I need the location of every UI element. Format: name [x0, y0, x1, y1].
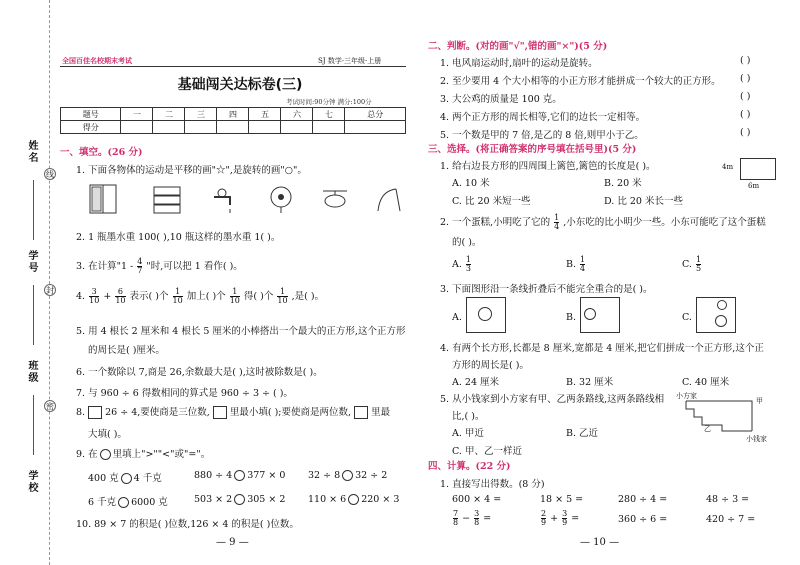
map-home-b: 小钱家	[746, 435, 767, 443]
c4-text-b: 方形的周长是( )。	[452, 360, 529, 371]
den: 10	[277, 296, 288, 305]
calc-item: 360 ÷ 6 =	[618, 514, 668, 525]
c2-fraction	[554, 214, 559, 231]
faucet-pic	[210, 183, 240, 215]
section-4-title: 四、计算。(22 分)	[428, 461, 511, 472]
header-rule	[60, 66, 406, 67]
c1-option-d[interactable]: D. 比 20 米长一些	[604, 196, 683, 207]
compare-right: 377 × 0	[247, 470, 286, 481]
c1-option-c[interactable]: C. 比 20 米短一些	[452, 196, 531, 207]
page-number-left: — 9 —	[216, 537, 249, 548]
num: 2	[541, 509, 547, 518]
option-letter: A.	[452, 259, 462, 270]
compare-row	[308, 470, 387, 481]
c1-rectangle	[740, 158, 776, 180]
score-header: 六	[281, 108, 313, 121]
calc-item: 18 × 5 =	[540, 494, 584, 505]
q8-number: 8.	[76, 407, 86, 418]
judge-paren[interactable]: ( )	[740, 73, 751, 84]
c5-text-a: 5. 从小钱家到小方家有甲、乙两条路线,这两条路线相	[440, 394, 665, 405]
score-header: 题号	[61, 108, 121, 121]
window-pic	[88, 183, 118, 215]
calc-item: 600 × 4 =	[452, 494, 502, 505]
c5-option-a[interactable]: A. 甲近	[452, 428, 484, 439]
num: 4	[137, 257, 143, 266]
score-cell[interactable]	[249, 121, 281, 134]
score-header-row	[61, 108, 406, 121]
c1-height-label: 4m	[722, 163, 734, 171]
exam-info: 考试时间:90分钟 满分:100分	[286, 98, 372, 106]
score-header: 二	[153, 108, 185, 121]
compare-right: 305 × 2	[247, 494, 286, 505]
compare-row	[194, 470, 285, 481]
name-line	[33, 180, 34, 240]
den: 8	[474, 518, 480, 527]
num: 1	[230, 288, 240, 297]
c1-text: 1. 给右边長方形的四周围上篱笆,篱笆的长度是( )。	[440, 161, 656, 172]
c3-shape-c[interactable]	[696, 297, 736, 333]
q4-frac	[173, 288, 183, 305]
compare-left: 110 × 6	[308, 494, 347, 505]
name-label: 姓名	[26, 140, 37, 164]
q8-text-b: 大填( )。	[88, 429, 127, 440]
c5-option-b[interactable]: B. 乙近	[566, 428, 599, 439]
c5-text-b: 比,( )。	[452, 411, 485, 422]
compare-right: 6000 克	[131, 497, 168, 508]
score-header: 七	[313, 108, 345, 121]
q8-text	[76, 404, 390, 419]
id-line	[33, 285, 34, 345]
den: 10	[89, 296, 100, 305]
c2-part: 2. 一个蛋糕,小明吃了它的	[440, 217, 551, 228]
c4-option-a[interactable]: A. 24 厘米	[452, 377, 500, 388]
judge-5: 5. 一个数是甲的 7 倍,是乙的 8 倍,则甲小于乙。	[440, 130, 644, 141]
score-header: 一	[121, 108, 153, 121]
c3-shape-a[interactable]	[466, 297, 506, 333]
q1-text: 1. 下面各物体的运动是平移的画"☆",是旋转的画"○"。	[76, 165, 307, 176]
den: 4	[554, 222, 560, 231]
num: 1	[554, 213, 560, 222]
compare-left: 32 ÷ 8	[308, 470, 341, 481]
score-cell[interactable]	[121, 121, 153, 134]
c1-option-a[interactable]: A. 10 米	[452, 178, 490, 189]
option-letter: B.	[566, 259, 577, 270]
brand-label: 全国百佳名校期末考试	[62, 56, 132, 65]
q7-text: 7. 与 960 ÷ 6 得数相同的算式是 960 ÷ 3 ÷ ( )。	[76, 388, 293, 399]
score-row-label: 得分	[61, 121, 121, 134]
q4-text	[76, 288, 324, 305]
q8-part: 里最小填( );要使商是两位数,	[229, 407, 352, 418]
option-letter: C.	[682, 259, 692, 270]
q4-text-part: 表示( )个	[129, 291, 169, 302]
num: 1	[277, 288, 287, 297]
num: 1	[173, 288, 183, 297]
q5-text-a: 5. 用 4 根长 2 厘米和 4 根长 5 厘米的小棒搭出一个最大的正方形,这个正方形	[76, 326, 406, 337]
page-title: 基础闯关达标卷(三)	[177, 77, 303, 93]
c3-text: 3. 下面图形沿一条线折叠后不能完全重合的是( )。	[440, 284, 653, 295]
den: 5	[695, 264, 702, 273]
compare-row	[308, 494, 399, 505]
seal-feng: 封	[46, 286, 54, 295]
frac	[541, 510, 546, 527]
c3-option-b-label[interactable]: B.	[566, 312, 577, 323]
q3-text	[76, 258, 243, 275]
score-cell[interactable]	[185, 121, 217, 134]
q6-text: 6. 一个数除以 7,商是 26,余数最大是( ),这时被除数是( )。	[76, 367, 323, 378]
score-header: 五	[249, 108, 281, 121]
c2-text	[440, 214, 766, 231]
compare-left: 400 克	[88, 473, 119, 484]
c2-part: ,小东吃的比小明少一些。小东可能吃了这个蛋糕	[563, 217, 766, 228]
c3-option-c-label[interactable]: C.	[682, 312, 692, 323]
compare-row	[88, 494, 168, 508]
num: 3	[89, 288, 99, 297]
q4-text-part: ,是( )。	[291, 291, 325, 302]
c2-option-c[interactable]	[682, 256, 702, 273]
q4-text-part: 加上( )个	[186, 291, 226, 302]
calc-item: 48 ÷ 3 =	[706, 494, 750, 505]
num: 3	[474, 509, 480, 518]
judge-1: 1. 电风扇运动时,扇叶的运动是旋转。	[440, 58, 598, 69]
helicopter-pic	[320, 183, 350, 215]
c4-text-a: 4. 有两个长方形,长都是 8 厘米,宽都是 4 厘米,把它们拼成一个正方形,这个正	[440, 343, 764, 354]
judge-4: 4. 两个正方形的周长相等,它们的边长一定相等。	[440, 112, 646, 123]
student-id-label: 学号	[26, 250, 37, 274]
operator: −	[462, 513, 471, 524]
map-route-b: 乙	[704, 425, 711, 433]
score-cell[interactable]	[217, 121, 249, 134]
seal-mi: 密	[46, 402, 54, 411]
num: 3	[562, 509, 568, 518]
score-cell[interactable]	[345, 121, 406, 134]
c2-option-b[interactable]	[566, 256, 586, 273]
den: 7	[137, 266, 143, 275]
q8-part: 里最	[371, 407, 391, 418]
compare-right: 4 千克	[133, 473, 162, 484]
num: 7	[453, 509, 459, 518]
subject-meta: SJ 数学·三年级·上册	[318, 57, 382, 65]
compare-row	[194, 494, 285, 505]
c2-option-a[interactable]	[452, 256, 472, 273]
q4-frac	[230, 288, 240, 305]
compare-left: 880 ÷ 4	[194, 470, 233, 481]
compare-circle[interactable]	[234, 494, 245, 505]
compare-circle[interactable]	[118, 497, 129, 508]
c1-width-label: 6m	[748, 182, 760, 190]
fan-pic	[266, 183, 296, 215]
calc-item	[540, 510, 579, 527]
compare-circle[interactable]	[342, 470, 353, 481]
calc-item	[452, 510, 491, 527]
score-cell[interactable]	[313, 121, 345, 134]
frac	[562, 510, 567, 527]
calc-item: 420 ÷ 7 =	[706, 514, 756, 525]
judge-paren[interactable]: ( )	[740, 55, 751, 66]
map-home-a: 小方家	[676, 392, 697, 400]
den: 10	[172, 296, 183, 305]
option-fraction	[580, 256, 585, 273]
num: 1	[465, 255, 472, 264]
answer-box[interactable]	[213, 406, 227, 419]
section-1-title: 一、填空。(26 分)	[60, 147, 143, 158]
c5-option-c[interactable]: C. 甲、乙一样近	[452, 446, 522, 457]
q4-frac	[277, 288, 287, 305]
c4-option-c[interactable]: C. 40 厘米	[682, 377, 730, 388]
circle-mark	[478, 307, 492, 321]
q8-part: 26 ÷ 4,要使商是三位数,	[105, 407, 210, 418]
option-fraction	[696, 256, 701, 273]
equals: =	[571, 513, 580, 524]
den: 10	[229, 296, 240, 305]
drawer-pic	[152, 183, 182, 215]
judge-paren[interactable]: ( )	[740, 91, 751, 102]
section-2-title: 二、判断。(对的画"√",错的画"×")(5 分)	[428, 41, 608, 52]
answer-box[interactable]	[88, 406, 102, 419]
den: 10	[115, 296, 126, 305]
compare-right: 220 × 3	[361, 494, 400, 505]
option-fraction	[466, 256, 471, 273]
score-header: 总分	[345, 108, 406, 121]
c3-option-a-label[interactable]: A.	[452, 312, 462, 323]
q3-fraction	[137, 258, 142, 275]
binding-strip	[0, 0, 54, 565]
operator: +	[550, 513, 559, 524]
answer-box[interactable]	[354, 406, 368, 419]
compare-circle[interactable]	[348, 494, 359, 505]
num: 1	[695, 255, 702, 264]
circle-mark	[717, 300, 727, 310]
q4-text-part: 得( )个	[243, 291, 274, 302]
judge-3: 3. 大公鸡的质量是 100 克。	[440, 94, 562, 105]
c4-option-b[interactable]: B. 32 厘米	[566, 377, 614, 388]
q4-frac	[115, 288, 125, 305]
judge-paren[interactable]: ( )	[740, 127, 751, 138]
seal-line: 线	[46, 170, 54, 179]
map-route-a: 甲	[756, 397, 763, 405]
compare-circle[interactable]	[100, 449, 111, 460]
section-3-title: 三、选择。(将正确答案的序号填在括号里)(5 分)	[428, 144, 637, 155]
score-header: 四	[217, 108, 249, 121]
q4-frac	[89, 288, 99, 305]
q9-text	[76, 446, 210, 460]
frac	[453, 510, 458, 527]
c1-option-b[interactable]: B. 20 米	[604, 178, 642, 189]
den: 9	[541, 518, 547, 527]
q9-part: 里填上">""<"或"="。	[112, 449, 211, 460]
score-header: 三	[185, 108, 217, 121]
q3-part-a: 3. 在计算"1 -	[76, 261, 134, 272]
class-line	[33, 395, 34, 455]
compare-circle[interactable]	[121, 473, 132, 484]
judge-2: 2. 至少要用 4 个大小相等的小正方形才能拼成一个较大的正方形。	[440, 76, 721, 87]
score-cell[interactable]	[153, 121, 185, 134]
q4-number: 4.	[76, 291, 86, 302]
circle-mark	[715, 315, 727, 327]
q3-part-b: "时,可以把 1 看作( )。	[146, 261, 243, 272]
compare-circle[interactable]	[234, 470, 245, 481]
q10-text: 10. 89 × 7 的积是( )位数,126 × 4 的积是( )位数。	[76, 519, 299, 530]
frac	[474, 510, 479, 527]
calc-instructions: 1. 直接写出得数。(8 分)	[440, 479, 545, 490]
plus-sign: +	[103, 291, 112, 302]
score-row	[61, 121, 406, 134]
compare-right: 32 ÷ 2	[355, 470, 388, 481]
compare-left: 6 千克	[88, 497, 117, 508]
slide-pic	[374, 183, 404, 215]
page-number-right: — 10 —	[580, 537, 620, 548]
score-table	[60, 107, 406, 134]
route-map	[682, 395, 762, 437]
class-label: 班级	[26, 360, 37, 384]
circle-mark	[584, 308, 596, 320]
school-label: 学校	[26, 470, 37, 494]
den: 9	[562, 518, 568, 527]
q2-text: 2. 1 瓶墨水重 100( ),10 瓶这样的墨水重 1( )。	[76, 232, 281, 243]
calc-item: 280 ÷ 4 =	[618, 494, 668, 505]
judge-paren[interactable]: ( )	[740, 109, 751, 120]
compare-left: 503 × 2	[194, 494, 233, 505]
den: 3	[465, 264, 472, 273]
c2-text-b: 的( )。	[452, 237, 482, 248]
q5-text-b: 的周长是( )厘米。	[88, 345, 165, 356]
c3-shape-b[interactable]	[580, 297, 620, 333]
num: 6	[115, 288, 125, 297]
num: 1	[580, 255, 586, 264]
equals: =	[483, 513, 492, 524]
score-cell[interactable]	[281, 121, 313, 134]
compare-row	[88, 470, 162, 484]
den: 8	[453, 518, 459, 527]
q9-part: 9. 在	[76, 449, 98, 460]
den: 4	[580, 264, 586, 273]
